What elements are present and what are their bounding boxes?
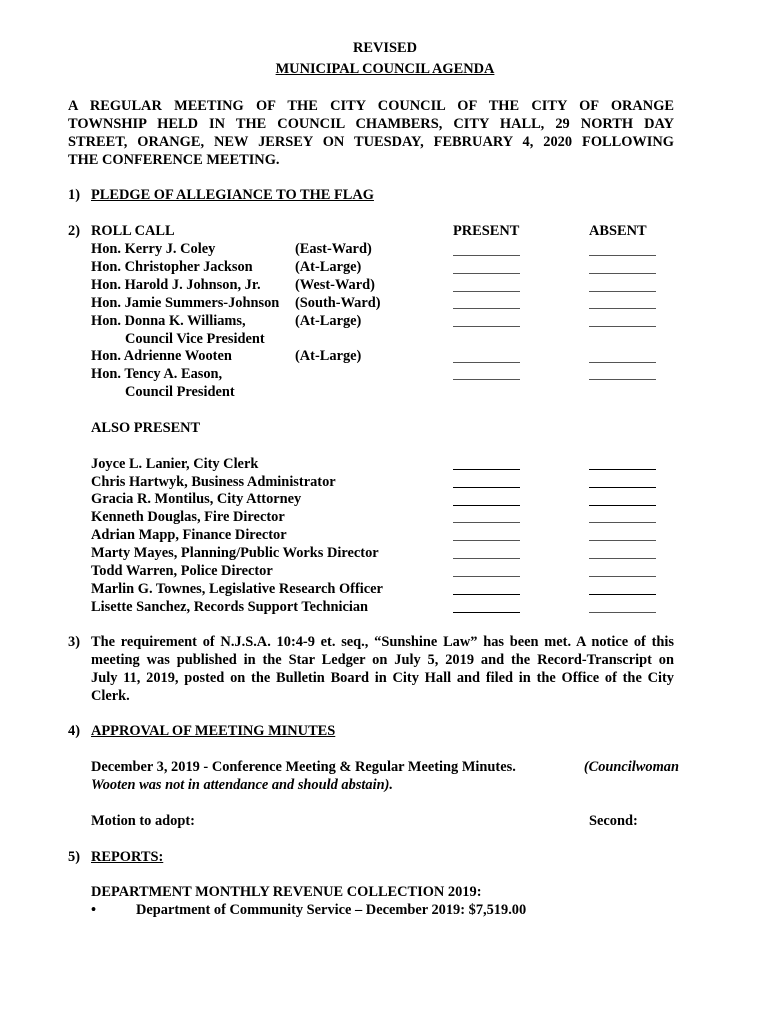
present-blank[interactable]	[453, 326, 520, 327]
absent-blank[interactable]	[589, 576, 656, 577]
present-blank[interactable]	[453, 469, 520, 470]
present-blank[interactable]	[453, 255, 520, 256]
doc-title: REVISED	[353, 40, 417, 56]
bullet-icon: •	[91, 902, 97, 918]
member-ward: (West-Ward)	[295, 277, 375, 293]
intro-line: A REGULAR MEETING OF THE CITY COUNCIL OF THE CITY OF ORANGE	[68, 98, 674, 114]
absent-blank[interactable]	[589, 594, 656, 595]
member-ward: (South-Ward)	[295, 295, 381, 311]
member-name: Hon. Christopher Jackson	[91, 259, 253, 275]
official-name: Chris Hartwyk, Business Administrator	[91, 474, 336, 490]
roll-call-heading: ROLL CALL	[91, 223, 175, 239]
minutes-line-1	[91, 758, 679, 776]
revenue-entry: Department of Community Service – December 2019: $7,519.00	[136, 902, 527, 918]
official-name: Lisette Sanchez, Records Support Technician	[91, 599, 369, 615]
item-number: 2)	[68, 223, 80, 239]
official-name: Joyce L. Lanier, City Clerk	[91, 456, 259, 472]
present-blank[interactable]	[453, 522, 520, 523]
intro-line: TOWNSHIP HELD IN THE COUNCIL CHAMBERS, CITY HALL, 29 NORTH DAY	[68, 116, 674, 132]
sunshine-line: July 11, 2019, posted on the Bulletin Board in City Hall and filed in the Office of the City	[91, 670, 674, 686]
member-name: Hon. Tency A. Eason,	[91, 366, 223, 382]
absent-blank[interactable]	[589, 505, 656, 506]
official-name: Adrian Mapp, Finance Director	[91, 527, 287, 543]
minutes-note-continued: Wooten was not in attendance and should abstain).	[91, 777, 393, 793]
absent-blank[interactable]	[589, 255, 656, 256]
present-blank[interactable]	[453, 576, 520, 577]
meeting-intro	[68, 97, 674, 169]
absent-blank[interactable]	[589, 326, 656, 327]
absent-blank[interactable]	[589, 379, 656, 380]
minutes-note: (Councilwoman	[583, 759, 679, 775]
official-name: Marty Mayes, Planning/Public Works Director	[91, 545, 379, 561]
sunshine-line: Clerk.	[91, 688, 130, 704]
official-name: Kenneth Douglas, Fire Director	[91, 509, 285, 525]
present-blank[interactable]	[453, 308, 520, 309]
revenue-heading: DEPARTMENT MONTHLY REVENUE COLLECTION 2019:	[91, 884, 482, 900]
member-title: Council Vice President	[125, 331, 265, 347]
absent-blank[interactable]	[589, 487, 656, 488]
doc-subtitle: MUNICIPAL COUNCIL AGENDA	[275, 61, 495, 77]
member-ward: (At-Large)	[295, 348, 362, 364]
absent-blank[interactable]	[589, 308, 656, 309]
member-title: Council President	[125, 384, 235, 400]
absent-blank[interactable]	[589, 558, 656, 559]
official-name: Todd Warren, Police Director	[91, 563, 273, 579]
pledge-heading: PLEDGE OF ALLEGIANCE TO THE FLAG	[91, 187, 374, 203]
item-number: 4)	[68, 723, 80, 739]
present-blank[interactable]	[453, 594, 520, 595]
member-ward: (At-Large)	[295, 313, 362, 329]
absent-blank[interactable]	[589, 469, 656, 470]
member-name: Hon. Kerry J. Coley	[91, 241, 216, 257]
absent-blank[interactable]	[589, 291, 656, 292]
present-blank[interactable]	[453, 540, 520, 541]
motion-label: Motion to adopt:	[91, 813, 195, 829]
sunshine-line: meeting was published in the Star Ledger on July 5, 2019 and the Record-Transcript on	[91, 652, 674, 668]
member-name: Hon. Harold J. Johnson, Jr.	[91, 277, 261, 293]
present-blank[interactable]	[453, 558, 520, 559]
present-blank[interactable]	[453, 291, 520, 292]
present-blank[interactable]	[453, 612, 520, 613]
item-number: 5)	[68, 849, 80, 865]
member-ward: (East-Ward)	[295, 241, 372, 257]
present-blank[interactable]	[453, 505, 520, 506]
reports-heading: REPORTS:	[91, 849, 164, 865]
present-blank[interactable]	[453, 379, 520, 380]
present-blank[interactable]	[453, 487, 520, 488]
also-present-heading: ALSO PRESENT	[91, 420, 201, 436]
absent-blank[interactable]	[589, 540, 656, 541]
present-blank[interactable]	[453, 273, 520, 274]
absent-column-header: ABSENT	[589, 223, 647, 239]
second-label: Second:	[589, 813, 638, 829]
member-name: Hon. Adrienne Wooten	[91, 348, 232, 364]
minutes-text: December 3, 2019 - Conference Meeting & Regular Meeting Minutes.	[91, 759, 516, 775]
absent-blank[interactable]	[589, 522, 656, 523]
member-name: Hon. Jamie Summers-Johnson	[91, 295, 280, 311]
intro-line: THE CONFERENCE MEETING.	[68, 152, 280, 168]
intro-line: STREET, ORANGE, NEW JERSEY ON TUESDAY, FEBRUARY 4, 2020 FOLLOWING	[68, 134, 674, 150]
absent-blank[interactable]	[589, 612, 656, 613]
absent-blank[interactable]	[589, 362, 656, 363]
member-ward: (At-Large)	[295, 259, 362, 275]
absent-blank[interactable]	[589, 273, 656, 274]
sunshine-law-paragraph	[91, 633, 674, 705]
official-name: Marlin G. Townes, Legislative Research Officer	[91, 581, 383, 597]
item-number: 1)	[68, 187, 80, 203]
minutes-heading: APPROVAL OF MEETING MINUTES	[91, 723, 336, 739]
present-blank[interactable]	[453, 362, 520, 363]
present-column-header: PRESENT	[453, 223, 520, 239]
official-name: Gracia R. Montilus, City Attorney	[91, 491, 302, 507]
minutes-paragraph	[91, 758, 679, 794]
sunshine-line: The requirement of N.J.S.A. 10:4-9 et. seq., “Sunshine Law” has been met. A notice of this	[91, 634, 674, 650]
member-name: Hon. Donna K. Williams,	[91, 313, 246, 329]
item-number: 3)	[68, 634, 80, 650]
